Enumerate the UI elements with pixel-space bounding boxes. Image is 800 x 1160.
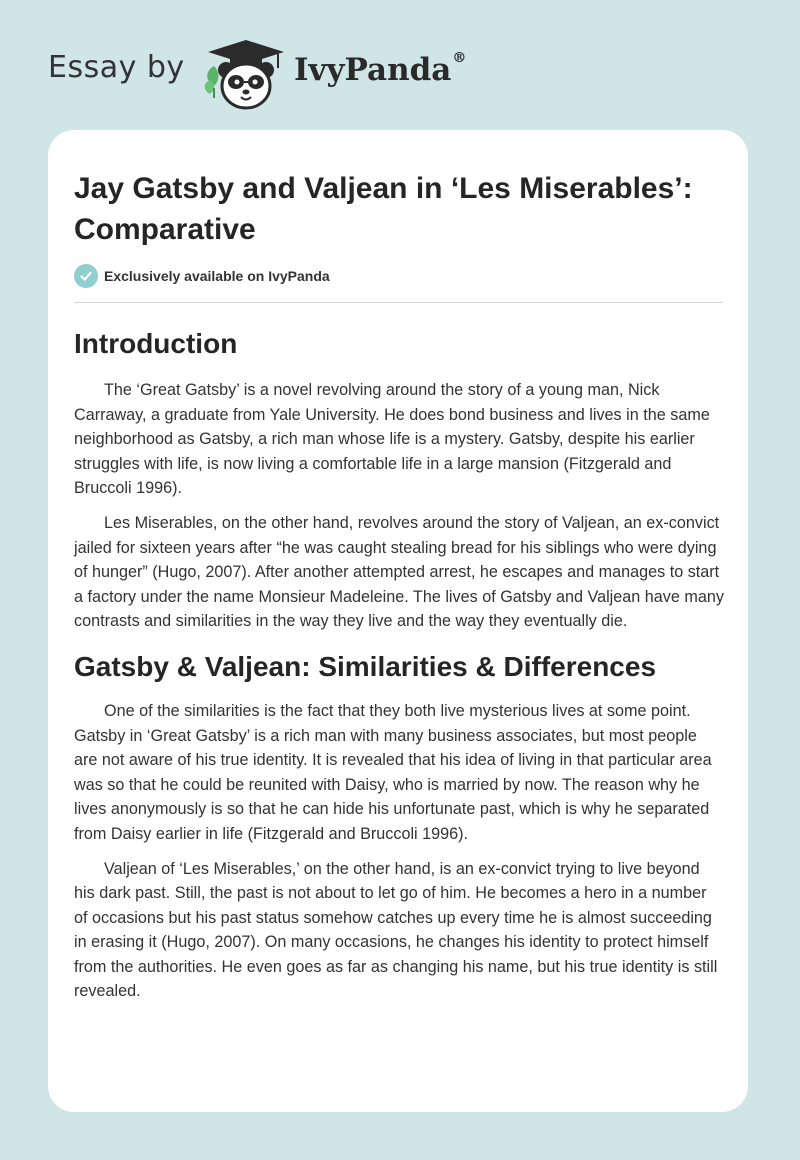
section-heading-similarities: Gatsby & Valjean: Similarities & Differences	[74, 650, 657, 682]
paragraph: Valjean of ‘Les Miserables,’ on the other hand, is an ex-convict trying to live beyond his dark past. Still, the past is not about to let go of him. He becomes a hero in a number of occasions but his past status somehow catches up every time he is almost succeeding in erasing it (Hugo, 2007). On many occasions, he changes his identity to protect himself from the authorities. He even goes as far as changing his name, but his true identity is still revealed.	[74, 859, 718, 1001]
essay-body	[74, 325, 724, 1014]
paragraph: One of the similarities is the fact that they both live mysterious lives at some point. Gatsby in ‘Great Gatsby’ is a rich man with many business associates, but most people are not aware of his true identity. It is revealed that his idea of living in that particular area was so that he could be reunited with Daisy, who is married by now. The reason why he lives anonymously is so that he can hide his unfortunate past, which is why he separated from Daisy earlier in life (Fitzgerald and Bruccoli 1996).	[74, 701, 712, 843]
panda-graduate-icon[interactable]	[200, 36, 292, 112]
essay-card	[48, 130, 748, 1112]
essay-by-label: Essay by	[48, 50, 185, 85]
site-header	[0, 0, 800, 130]
paragraph: The ‘Great Gatsby’ is a novel revolving around the story of a young man, Nick Carraway, a graduate from Yale University. He does bond business and lives in the same neighborhood as Gatsby, a rich man whose life is a mystery. Gatsby, despite his earlier struggles with life, is now living a comfortable life in a large mansion (Fitzgerald and Bruccoli 1996).	[74, 381, 710, 498]
registered-mark: ®	[452, 50, 467, 66]
exclusive-badge	[74, 263, 330, 289]
paragraph: Les Miserables, on the other hand, revolves around the story of Valjean, an ex-convict jailed for sixteen years after “he was caught stealing bread for his siblings who were dying of hunger” (Hugo, 2007). After another attempted arrest, he escapes and manages to start a factory under the name Monsieur Madeleine. The lives of Gatsby and Valjean have many contrasts and similarities in the way they live and the way they eventually die.	[74, 513, 724, 631]
ivypanda-logo-text[interactable]	[294, 52, 466, 88]
title-divider	[74, 302, 723, 303]
essay-title: Jay Gatsby and Valjean in ‘Les Miserables’: Comparative	[74, 172, 693, 246]
exclusive-badge-label: Exclusively available on IvyPanda	[104, 268, 330, 284]
brand-name-text: IvyPanda	[294, 52, 452, 88]
section-heading-introduction: Introduction	[74, 328, 238, 359]
check-circle-icon	[74, 264, 98, 288]
